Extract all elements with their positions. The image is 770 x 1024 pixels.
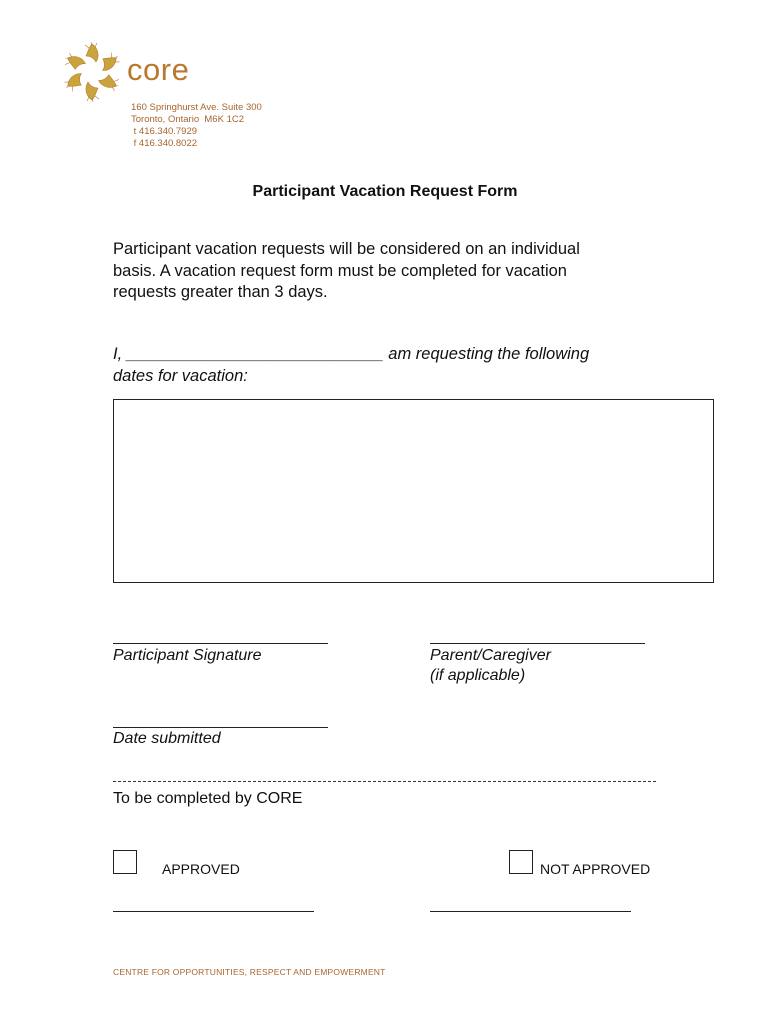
cut-line-divider — [113, 781, 656, 782]
date-submitted-label: Date submitted — [113, 730, 221, 747]
staff-date-line[interactable] — [430, 911, 631, 912]
request-statement — [113, 344, 589, 387]
approved-label: APPROVED — [162, 861, 240, 877]
footer-tagline: CENTRE FOR OPPORTUNITIES, RESPECT AND EMPOWERMENT — [113, 967, 386, 977]
form-intro — [113, 239, 653, 304]
request-line-dates: dates for vacation: — [113, 366, 248, 385]
participant-signature-label: Participant Signature — [113, 647, 262, 664]
core-section-label: To be completed by CORE — [113, 790, 303, 807]
parent-caregiver-sub-label: (if applicable) — [430, 667, 526, 684]
address-phone: t 416.340.7929 — [131, 126, 198, 137]
logo-wordmark: core — [127, 52, 190, 87]
staff-signature-line[interactable] — [113, 911, 314, 912]
intro-line: requests greater than 3 days. — [113, 283, 328, 301]
organization-address — [131, 102, 262, 150]
not-approved-checkbox[interactable] — [509, 850, 533, 874]
date-submitted-line[interactable] — [113, 727, 328, 728]
intro-line: Participant vacation requests will be considered on an individual — [113, 240, 580, 258]
approved-checkbox[interactable] — [113, 850, 137, 874]
form-title: Participant Vacation Request Form — [252, 183, 518, 200]
parent-signature-line[interactable] — [430, 643, 645, 644]
intro-line: basis. A vacation request form must be completed for vacation — [113, 261, 567, 280]
address-city: Toronto, Ontario M6K 1C2 — [131, 114, 244, 125]
participant-signature-line[interactable] — [113, 643, 328, 644]
address-street: 160 Springhurst Ave. Suite 300 — [131, 102, 262, 113]
core-logo-icon — [62, 42, 122, 102]
request-line-name: I, ____________________________ am requesting the following — [113, 345, 590, 363]
vacation-dates-box[interactable] — [113, 399, 714, 583]
not-approved-label: NOT APPROVED — [540, 861, 651, 877]
parent-caregiver-label: Parent/Caregiver — [430, 647, 551, 664]
address-fax: f 416.340.8022 — [131, 138, 198, 149]
